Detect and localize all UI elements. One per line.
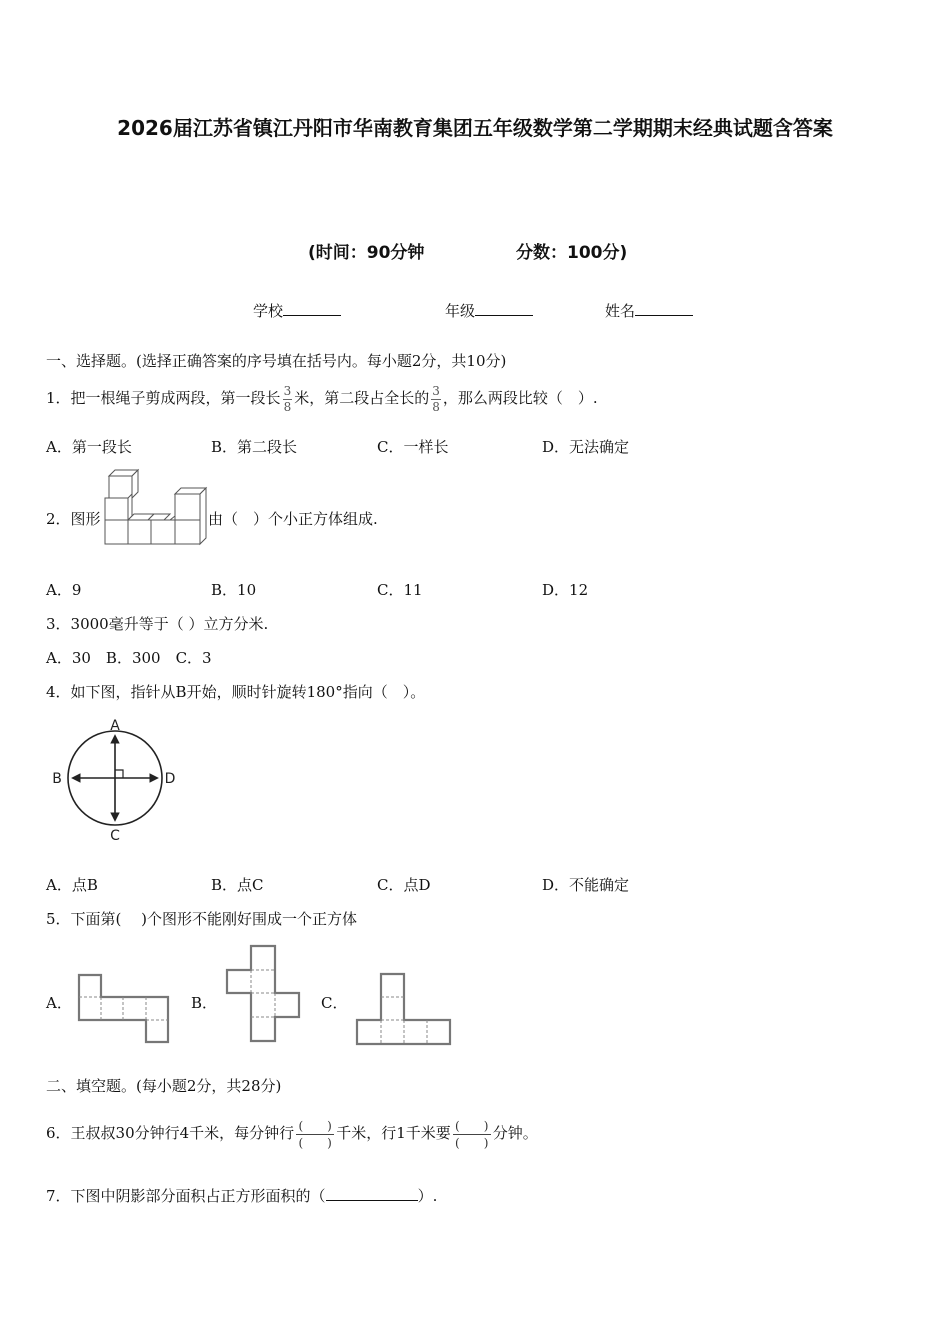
q6-blank2-numerator: ( ) (453, 1118, 491, 1135)
q4-option-a: A．点B (46, 876, 98, 894)
question-4 (46, 681, 425, 702)
q3-number: 3． (46, 615, 71, 633)
cube-side-face (200, 488, 206, 544)
cube-front-face (128, 520, 151, 544)
school-label: 学校 (253, 302, 284, 320)
q6-text-part1: 王叔叔30分钟行4千米，每分钟行 (70, 1124, 295, 1142)
q2-number: 2． (46, 510, 71, 528)
exam-time: (时间：90分钟 (308, 243, 425, 263)
q7-answer-blank (326, 1186, 418, 1201)
q1-frac1-denominator: 8 (283, 399, 292, 414)
q6-blank1-numerator: ( ) (296, 1118, 334, 1135)
q6-text-part2: 千米，行1千米要 (336, 1124, 451, 1142)
question-6 (46, 1098, 538, 1168)
q1-number: 1． (46, 389, 71, 407)
q1-frac2-denominator: 8 (432, 399, 440, 414)
grade-label: 年级 (445, 302, 476, 320)
q4-number: 4． (46, 683, 71, 701)
q1-fraction-1 (283, 384, 293, 415)
q1-text-part1: 把一根绳子剪成两段，第一段长 (70, 389, 281, 407)
exam-score: 分数：100分) (516, 243, 628, 263)
q6-blank-fraction-1 (296, 1118, 334, 1151)
section-1-title: 一、选择题。(选择正确答案的序号填在括号内。每小题2分，共10分) (46, 352, 507, 370)
label-c: C (110, 828, 120, 844)
q1-text-part3: ，那么两段比较（ ）. (442, 389, 598, 407)
question-7 (46, 1185, 437, 1206)
q2-text-part1: 图形 (70, 510, 101, 528)
q6-blank-fraction-2 (453, 1118, 491, 1151)
q7-text-part2: ）. (417, 1187, 438, 1205)
q3-text: 3000毫升等于（ ）立方分米. (70, 615, 269, 633)
q7-number: 7． (46, 1187, 71, 1205)
grade-blank (475, 301, 533, 316)
question-5 (46, 908, 357, 929)
q5-number: 5． (46, 910, 71, 928)
q6-blank1-denominator: ( ) (298, 1135, 332, 1150)
label-b: B (52, 771, 62, 787)
q6-text-part3: 分钟。 (492, 1124, 538, 1142)
q4-option-d: D．不能确定 (542, 876, 630, 894)
q1-text-part2: 米，第二段占全长的 (294, 389, 430, 407)
q1-option-a: A．第一段长 (46, 438, 132, 456)
net-figure-c (354, 970, 454, 1048)
q3-options: A．30 B．300 C．3 (46, 649, 212, 667)
label-d: D (164, 771, 176, 787)
q1-frac2-numerator: 3 (432, 383, 440, 398)
q2-option-a: A．9 (46, 581, 82, 599)
label-a: A (110, 718, 120, 734)
q2-text-right: 由（ ）个小正方体组成. (208, 510, 378, 528)
cube-front-face (105, 520, 128, 544)
q1-option-b: B．第二段长 (211, 438, 298, 456)
document-title: 2026届江苏省镇江丹阳市华南教育集团五年级数学第二学期期末经典试题含答案 (117, 116, 833, 140)
question-3 (46, 613, 268, 634)
cube-top-face (170, 516, 175, 520)
q2-option-b: B．10 (211, 581, 257, 599)
q5-option-a: A． (46, 994, 72, 1012)
cube-front-face (105, 498, 128, 520)
name-blank (635, 301, 693, 316)
q6-blank2-denominator: ( ) (455, 1135, 489, 1150)
section-2-title: 二、填空题。(每小题2分，共28分) (46, 1077, 282, 1095)
cube-stack-figure (102, 466, 210, 550)
question-1 (46, 379, 598, 417)
net-c-outline (357, 974, 450, 1044)
q5-text: 下面第( )个图形不能刚好围成一个正方体 (70, 910, 358, 928)
q1-option-c: C．一样长 (377, 438, 449, 456)
grade-field (445, 300, 533, 321)
q4-option-b: B．点C (211, 876, 264, 894)
name-field (605, 300, 693, 321)
name-label: 姓名 (605, 302, 636, 320)
q5-option-b: B． (191, 994, 218, 1012)
compass-dial-figure (48, 714, 180, 846)
q6-number: 6． (46, 1124, 71, 1142)
q2-option-d: D．12 (542, 581, 589, 599)
q1-option-d: D．无法确定 (542, 438, 630, 456)
net-figure-b (224, 943, 304, 1045)
q2-text-left (46, 508, 101, 529)
q4-text: 如下图，指针从B开始，顺时针旋转180°指向（ ）。 (70, 683, 426, 701)
q5-option-c: C． (321, 994, 348, 1012)
q1-fraction-2 (431, 384, 441, 415)
net-figure-a (76, 972, 172, 1046)
cube-front-face (151, 520, 175, 544)
q4-option-c: C．点D (377, 876, 431, 894)
cube-front-face (109, 476, 132, 498)
cube-front-face (175, 494, 200, 520)
q1-frac1-numerator: 3 (283, 383, 292, 398)
q7-text-part1: 下图中阴影部分面积占正方形面积的（ (70, 1187, 326, 1205)
school-blank (283, 301, 341, 316)
cube-front-face (175, 520, 200, 544)
right-angle-mark (115, 770, 123, 778)
school-field (253, 300, 341, 321)
q2-option-c: C．11 (377, 581, 423, 599)
